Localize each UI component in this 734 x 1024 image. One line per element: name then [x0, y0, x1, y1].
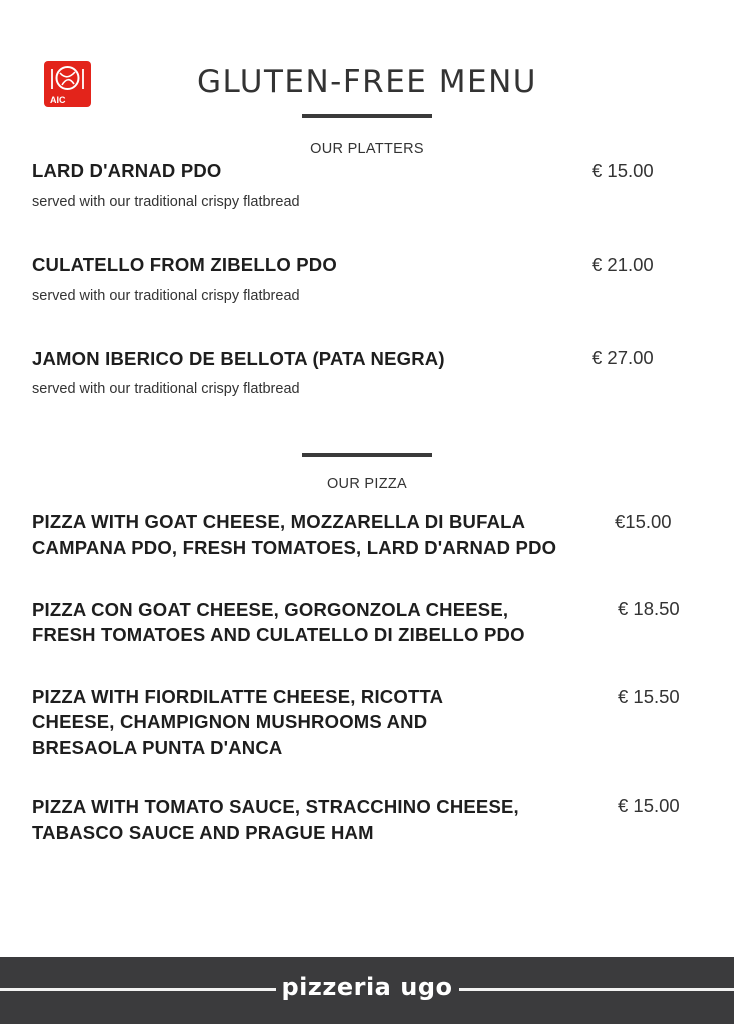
item-price: € 15.00 — [618, 795, 680, 816]
page-title: GLUTEN-FREE MENU — [197, 64, 537, 100]
item-name-line: FRESH TOMATOES AND CULATELLO DI ZIBELLO PDO — [32, 624, 525, 645]
item-name-line: BRESAOLA PUNTA D'ANCA — [32, 737, 283, 758]
item-name: JAMON IBERICO DE BELLOTA (PATA NEGRA) — [32, 348, 445, 369]
item-name-line: CHEESE, CHAMPIGNON MUSHROOMS AND — [32, 711, 428, 732]
footer-brand — [0, 973, 734, 1001]
item-price: € 15.50 — [618, 686, 680, 707]
section-divider — [302, 453, 432, 457]
item-price: € 18.50 — [618, 598, 680, 619]
footer-brand-text: pizzeria ugo — [276, 973, 459, 1001]
item-name-line: PIZZA WITH GOAT CHEESE, MOZZARELLA DI BUFALA — [32, 511, 526, 532]
item-price: €15.00 — [615, 511, 672, 532]
item-name: LARD D'ARNAD PDO — [32, 160, 222, 181]
item-price: € 15.00 — [592, 160, 654, 181]
item-name-line: PIZZA WITH TOMATO SAUCE, STRACCHINO CHEESE, — [32, 796, 519, 817]
section-label-platters: OUR PLATTERS — [310, 141, 424, 157]
section-label-pizza: OUR PIZZA — [326, 476, 408, 492]
item-name-line: CAMPANA PDO, FRESH TOMATOES, LARD D'ARNAD PDO — [32, 537, 557, 558]
logo-text: AIC — [50, 95, 66, 105]
item-name-line: PIZZA WITH FIORDILATTE CHEESE, RICOTTA — [32, 686, 444, 707]
item-description: served with our traditional crispy flatbread — [32, 288, 300, 304]
title-divider — [302, 114, 432, 118]
item-price: € 27.00 — [592, 347, 654, 368]
item-description: served with our traditional crispy flatbread — [32, 194, 300, 210]
footer-bar — [0, 957, 734, 1024]
item-name-line: PIZZA CON GOAT CHEESE, GORGONZOLA CHEESE, — [32, 599, 509, 620]
item-description: served with our traditional crispy flatbread — [32, 381, 300, 397]
item-name: CULATELLO FROM ZIBELLO PDO — [32, 254, 337, 275]
item-name-line: TABASCO SAUCE AND PRAGUE HAM — [32, 822, 374, 843]
item-price: € 21.00 — [592, 254, 654, 275]
